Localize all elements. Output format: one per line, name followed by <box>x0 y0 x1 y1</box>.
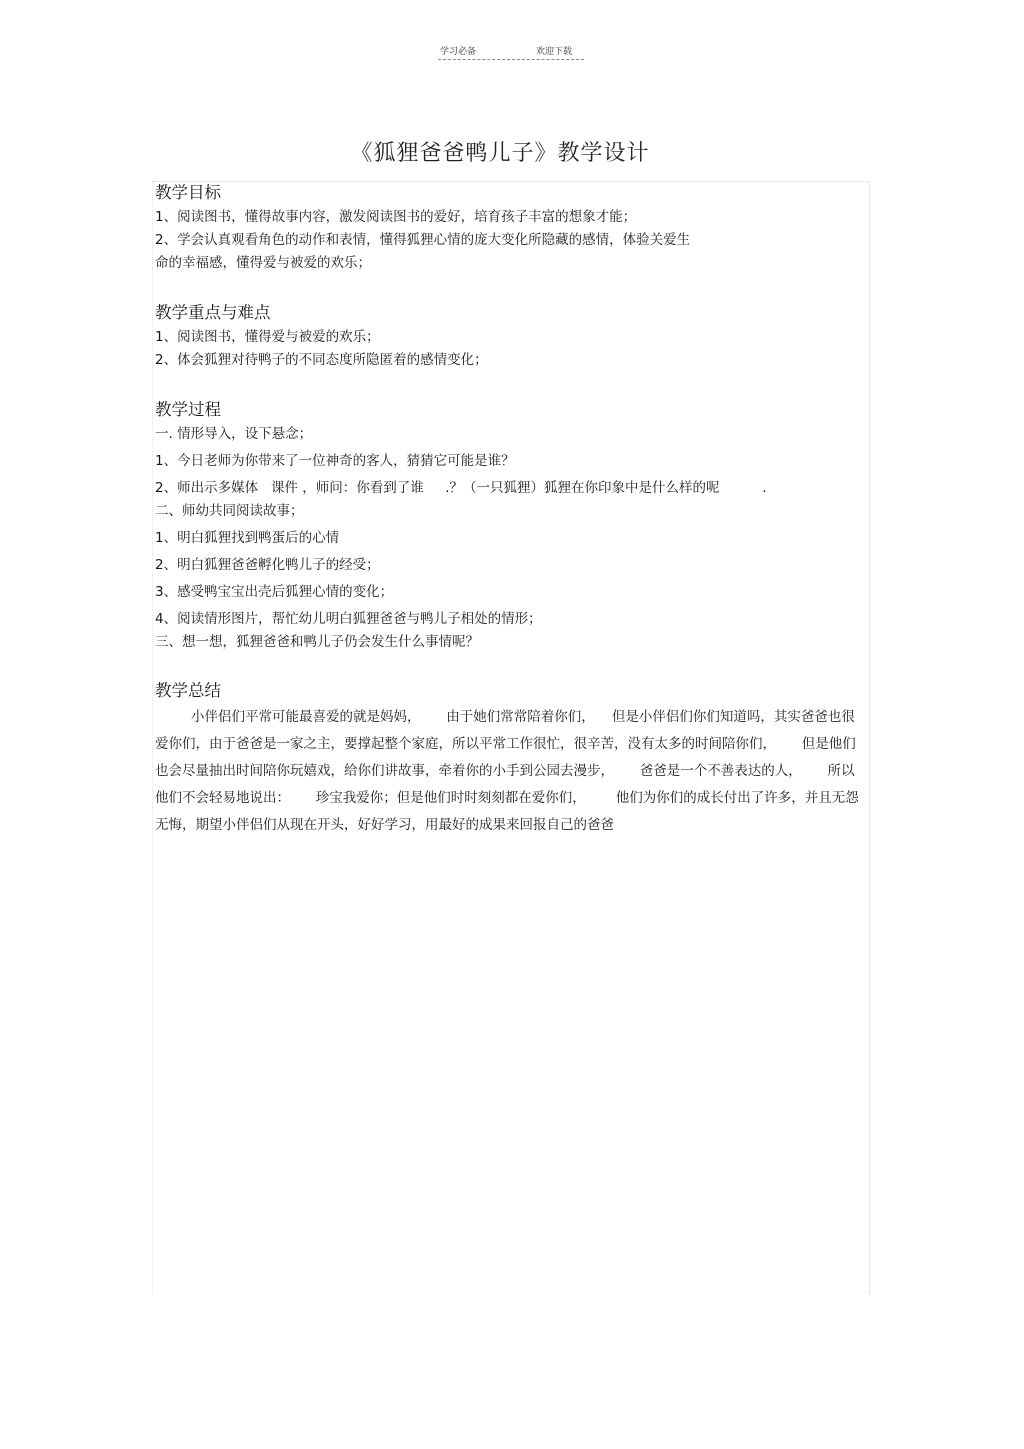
process-line: 三、想一想，狐狸爸爸和鸭儿子仍会发生什么事情呢？ <box>155 634 479 650</box>
process-line: 二、师幼共同阅读故事； <box>155 503 304 519</box>
section-heading-summary: 教学总结 <box>155 681 221 700</box>
key-point-line: 1、阅读图书，懂得爱与被爱的欢乐； <box>155 329 380 345</box>
header-left-text: 学习必备 <box>440 47 477 57</box>
section-process <box>155 397 867 654</box>
section-key-points <box>155 300 867 372</box>
header-right-text: 欢迎下载 <box>536 47 573 57</box>
section-heading-goals: 教学目标 <box>155 183 221 202</box>
process-line: 一. 情形导入，设下悬念； <box>155 426 313 442</box>
section-summary <box>155 678 867 839</box>
goal-line: 命的幸福感，懂得爱与被爱的欢乐； <box>155 255 371 271</box>
header-divider <box>438 59 584 60</box>
process-line: 2、师出示多媒体 课件 ，师问：你看到了谁 .？（一只狐狸）狐狸在你印象中是什么样的呢 . <box>155 480 767 496</box>
document-title: 《狐狸爸爸鸭儿子》教学设计 <box>350 141 650 166</box>
process-line: 1、明白狐狸找到鸭蛋后的心情 <box>155 530 340 546</box>
process-line: 2、明白狐狸爸爸孵化鸭儿子的经受； <box>155 557 380 573</box>
document-body <box>155 180 867 839</box>
goal-line: 1、阅读图书，懂得故事内容，激发阅读图书的爱好，培育孩子丰富的想象才能； <box>155 209 637 225</box>
section-heading-key-points: 教学重点与难点 <box>155 303 271 322</box>
page-header <box>438 42 584 64</box>
process-line: 1、今日老师为你带来了一位神奇的客人，猜猜它可能是谁？ <box>155 453 515 469</box>
section-goals <box>155 180 867 275</box>
goal-line: 2、学会认真观看角色的动作和表情，懂得狐狸心情的庞大变化所隐藏的感情，体验关爱生 <box>155 232 691 248</box>
process-line: 3、感受鸭宝宝出壳后狐狸心情的变化； <box>155 584 394 600</box>
process-line: 4、阅读情形图片，帮忙幼儿明白狐狸爸爸与鸭儿子相处的情形； <box>155 611 542 627</box>
summary-paragraph: 小伴侣们平常可能最喜爱的就是妈妈， 由于她们常常陪着你们， 但是小伴侣们你们知道吗，其实爸爸也很爱你们，由于爸爸是一家之主，要撑起整个家庭，所以平常工作很忙，很辛苦，没有太多的时间陪你们， 但是他们也会尽量抽出时间陪你玩嬉戏，给你们讲故事，牵着你的小手到公园去漫步， 爸爸是一个不善表达的人， 所以他们不会轻易地说出： 珍宝我爱你；但是他们时时刻刻都在爱你们， 他们为你们的成长付出了许多，并且无怨无悔，期望小伴侣们从现在开头，好好学习，用最好的成果来回报自己的爸爸 <box>155 709 859 833</box>
key-point-line: 2、体会狐狸对待鸭子的不同态度所隐匿着的感情变化； <box>155 352 488 368</box>
section-heading-process: 教学过程 <box>155 400 221 419</box>
